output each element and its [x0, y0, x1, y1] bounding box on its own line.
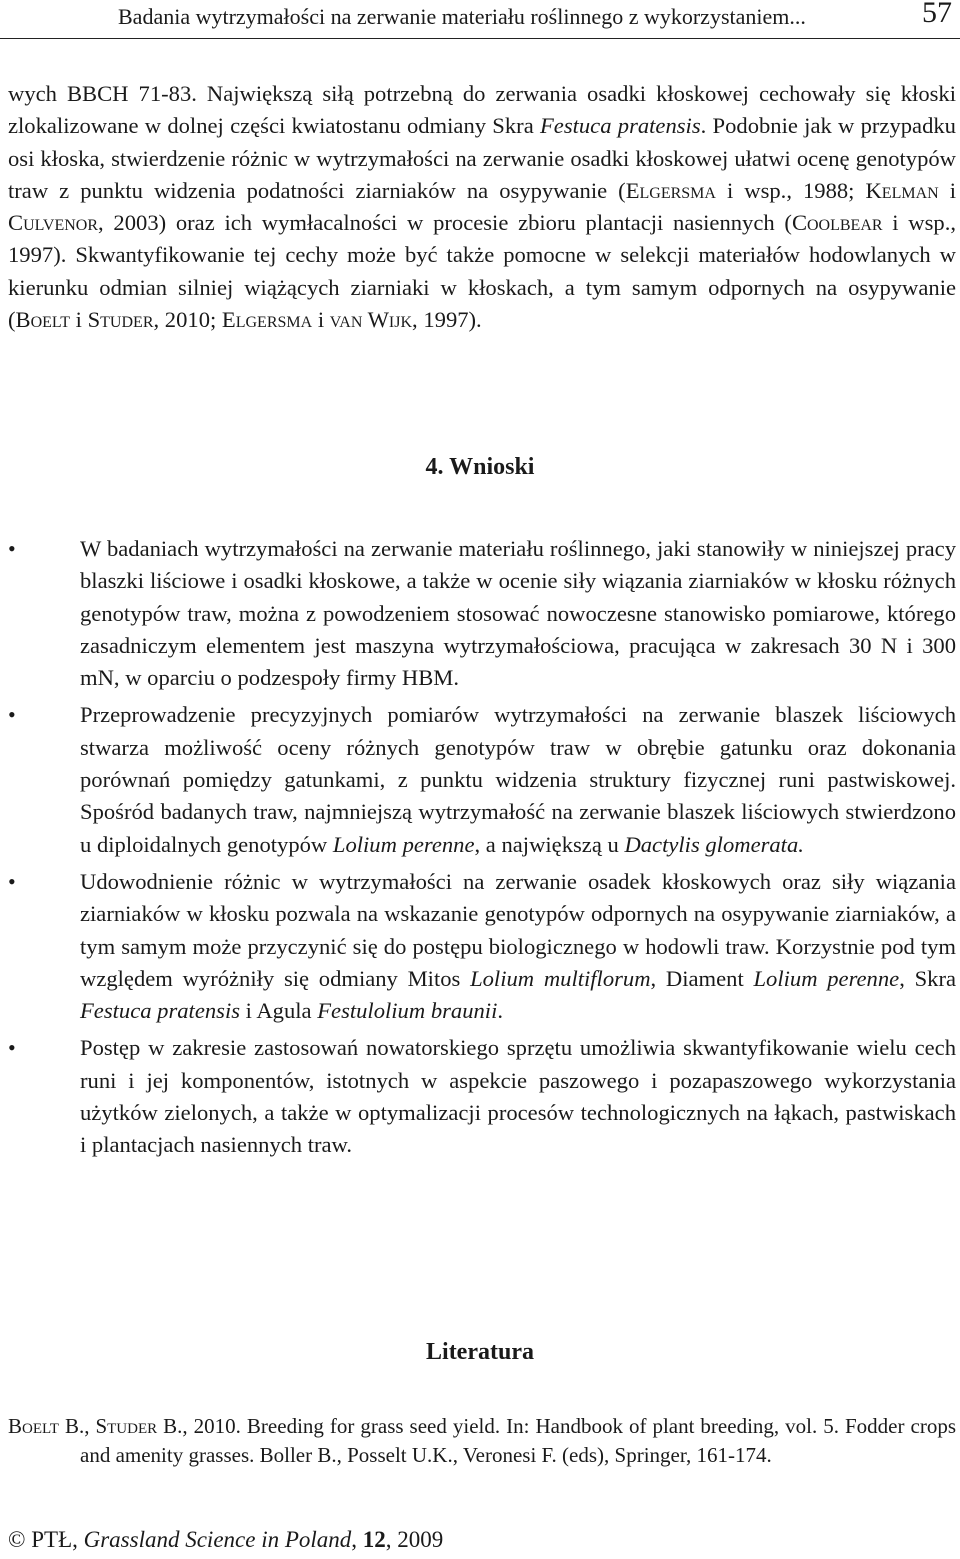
body-paragraph: [8, 78, 956, 336]
species-name: Festuca pratensis: [539, 113, 701, 139]
text-run: wych BBCH 71-83. Największą siłą potrzebną do zerwania osadki kłoskowej cechowały się kłoski zlokalizowane w dolnej części kwiatostanu odmiany Skra: [8, 81, 956, 139]
author-name: Boelt: [15, 307, 71, 333]
species-name: Festulolium braunii: [317, 998, 498, 1024]
conclusions-list: [8, 533, 956, 1167]
year-text: , 2009: [385, 1527, 444, 1552]
text-run: . Podobnie jak w przypadku osi kłoska, stwierdzenie różnic w wytrzymałości na zerwanie osadki kłoskowej ułatwi ocenę genotypów traw z punktu widzenia podatności ziarniaków na osypywanie (: [8, 113, 956, 203]
journal-name: Grassland Science in Poland: [83, 1527, 352, 1552]
bullet-icon: •: [8, 1035, 16, 1061]
author-name: Culvenor: [8, 210, 99, 236]
text-run: i wsp., 1997). Skwantyfikowanie tej cechy może być także pomocne w selekcji materiałów hodowlanych w kierunku odmian silniej wiążących ziarniaki w kłoskach, a tym samym odpornych na osypywanie (: [8, 210, 956, 333]
text-run: Postęp w zakresie zastosowań nowatorskiego sprzętu umożliwia skwantyfikowanie wielu cech runi i jej komponentów, istotnych w aspekcie paszowego i pozapaszowego wykorzystania użytków zielonych, a także w optymalizacji procesów technologicznych na łąkach, pastwiskach i plantacjach nasiennych traw.: [80, 1035, 956, 1158]
page-number: 57: [922, 0, 952, 29]
text-run: i Agula: [240, 998, 318, 1024]
species-name: Festuca pratensis: [80, 998, 241, 1024]
list-item: [8, 699, 956, 860]
list-item: [8, 866, 956, 1027]
list-item: [8, 533, 956, 694]
running-title: Badania wytrzymałości na zerwanie materiału roślinnego z wykorzystaniem...: [118, 4, 806, 29]
text-run: Przeprowadzenie precyzyjnych pomiarów wytrzymałości na zerwanie blaszek liściowych stwarza możliwość oceny różnych genotypów traw w obrębie gatunku oraz dokonania porównań pomiędzy gatunkami, z punktu widzenia struktury fizycznej runi pastwiskowej. Spośród badanych traw, najmniejszą wytrzymałość na zerwanie blaszek liściowych stwierdzono u diploidalnych genotypów: [80, 702, 956, 857]
author-name: Studer: [87, 307, 154, 333]
species-name: Lolium perenne: [332, 831, 475, 857]
section-heading: 4. Wnioski: [425, 454, 535, 480]
copyright-text: © PTŁ,: [8, 1527, 84, 1552]
text-run: , 2010;: [153, 307, 222, 333]
text-run: i: [70, 307, 88, 333]
author-name: van Wijk: [329, 307, 413, 333]
species-name: Dactylis glomerata.: [624, 831, 804, 857]
reference-list: [8, 1412, 956, 1470]
paragraph: [8, 78, 956, 336]
text-run: , a największą u: [474, 831, 625, 857]
author-name: Elgersma: [625, 177, 716, 203]
bullet-icon: •: [8, 536, 16, 561]
text-run: .: [497, 998, 504, 1024]
text-run: i: [312, 307, 330, 333]
text-run: , 2003) oraz ich wymłacalności w procesie zbioru plantacji nasiennych (: [98, 210, 792, 236]
list-item: [8, 1032, 956, 1161]
text-run: B.,: [58, 1414, 96, 1438]
text-run: W badaniach wytrzymałości na zerwanie materiału roślinnego, jaki stanowiły w niniejszej pracy blaszki liściowe i osadki kłoskowe, a także w ocenie siły wiązania ziarniaków w kłosku różnych genotypów traw, można z powodzeniem stosować nowoczesne stanowisko pomiarowe, którego zasadniczym elementem jest maszyna wytrzymałościowa, pracująca w zakresach 30 N i 300 mN, w oparciu o podzespoły firmy HBM.: [80, 536, 956, 691]
author-name: Coolbear: [791, 210, 883, 236]
bullet-icon: •: [8, 868, 16, 894]
text-run: ,: [351, 1527, 363, 1552]
journal-footer: [8, 1527, 443, 1553]
author-name: Studer: [95, 1414, 158, 1438]
text-run: Udowodnienie różnic w wytrzymałości na zerwanie osadek kłoskowych oraz siły wiązania ziarniaków w kłosku pozwala na wskazanie genotypów odpornych na osypywanie ziarniaków, a tym samym może przyczynić się do postępu biologicznego w hodowli traw. Korzystnie pod tym względem wyróżniły się odmiany Mitos: [80, 868, 956, 991]
species-name: Lolium multiflorum: [470, 965, 651, 991]
text-run: , 1997).: [412, 307, 482, 333]
text-run: i: [938, 177, 956, 203]
author-name: Boelt: [8, 1414, 59, 1438]
text-run: , Skra: [899, 965, 956, 991]
text-run: , Diament: [650, 965, 754, 991]
bullet-icon: •: [8, 702, 16, 728]
author-name: Elgersma: [221, 307, 313, 333]
literature-heading: Literatura: [426, 1339, 534, 1365]
running-header: [0, 0, 960, 39]
author-name: Kelman: [865, 177, 939, 203]
species-name: Lolium perenne: [753, 965, 900, 991]
text-run: i wsp., 1988;: [715, 177, 866, 203]
volume-number: 12: [362, 1527, 386, 1552]
text-run: B., 2010. Breeding for grass seed yield. In: Handbook of plant breeding, vol. 5. Fodder crops and amenity grasses. Boller B., Posselt U.K., Veronesi F. (eds), Springer, 161-174.: [80, 1414, 956, 1467]
reference-item: [8, 1412, 956, 1470]
